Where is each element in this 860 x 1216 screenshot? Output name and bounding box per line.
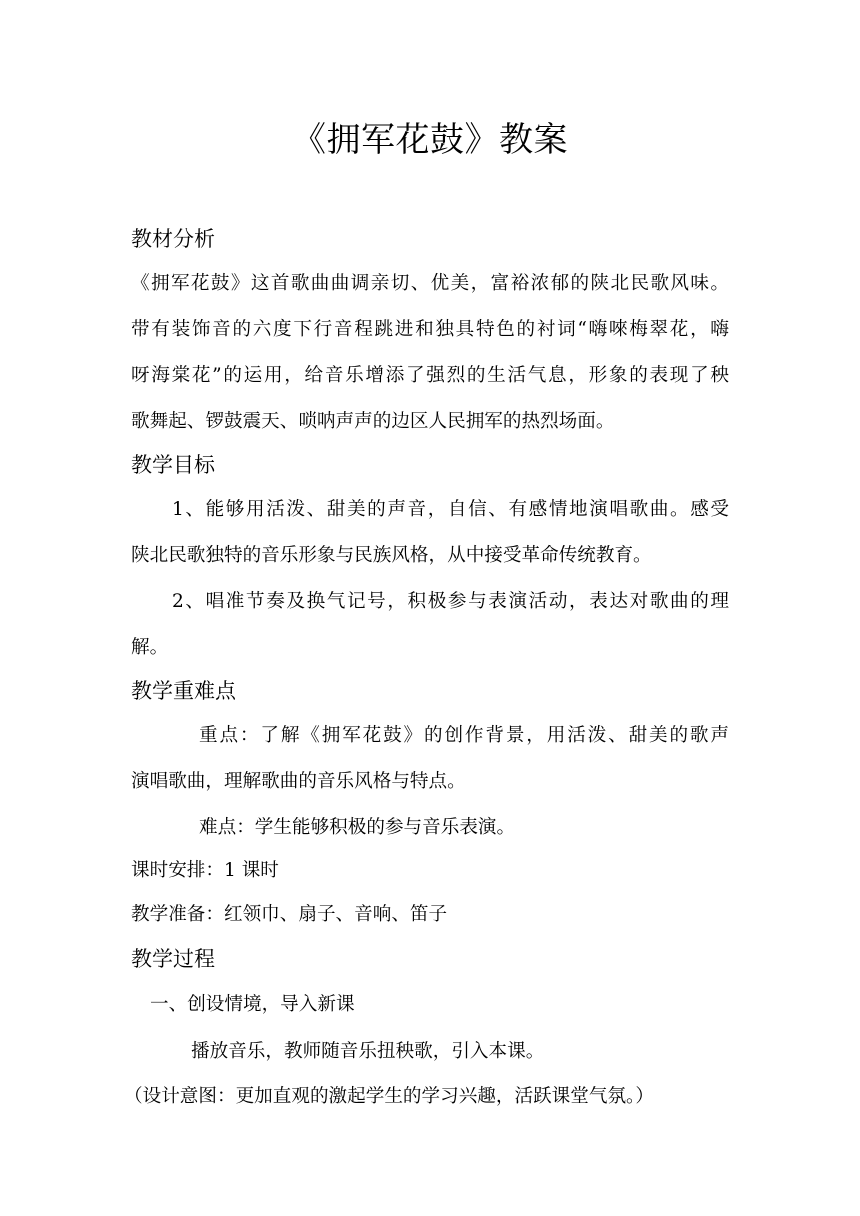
analysis-line-2: 带有装饰音的六度下行音程跳进和独具特色的衬词“嗨唻梅翠花，嗨 bbox=[131, 319, 729, 340]
preparation-line: 教学准备：红领巾、扇子、音响、笛子 bbox=[131, 904, 448, 925]
key-point-line-1: 重点：了解《拥军花鼓》的创作背景，用活泼、甜美的歌声 bbox=[199, 725, 729, 746]
goal-line-4: 解。 bbox=[131, 637, 169, 658]
goal-line-3: 2、唱准节奏及换气记号，积极参与表演活动，表达对歌曲的理 bbox=[172, 591, 729, 612]
heading-material-analysis: 教材分析 bbox=[131, 227, 215, 251]
key-point-line-2: 演唱歌曲，理解歌曲的音乐风格与特点。 bbox=[131, 771, 466, 792]
process-step1-title: 一、创设情境，导入新课 bbox=[150, 994, 355, 1015]
document-title: 《拥军花鼓》教案 bbox=[292, 120, 568, 160]
goal-line-1: 1、能够用活泼、甜美的声音，自信、有感情地演唱歌曲。感受 bbox=[172, 499, 729, 520]
analysis-line-3: 呀海棠花”的运用，给音乐增添了强烈的生活气息，形象的表现了秧 bbox=[131, 365, 729, 386]
analysis-line-1: 《拥军花鼓》这首歌曲曲调亲切、优美，富裕浓郁的陕北民歌风味。 bbox=[131, 273, 729, 294]
heading-teaching-goals: 教学目标 bbox=[131, 453, 215, 477]
goal-line-2: 陕北民歌独特的音乐形象与民族风格，从中接受革命传统教育。 bbox=[131, 545, 652, 566]
schedule-line: 课时安排：1 课时 bbox=[131, 860, 279, 881]
heading-key-points: 教学重难点 bbox=[131, 679, 236, 703]
process-step1-note: （设计意图：更加直观的激起学生的学习兴趣，活跃课堂气氛。） bbox=[124, 1086, 654, 1107]
heading-teaching-process: 教学过程 bbox=[131, 947, 215, 971]
process-step1-text: 播放音乐，教师随音乐扭秧歌，引入本课。 bbox=[191, 1041, 545, 1062]
analysis-line-4: 歌舞起、锣鼓震天、唢呐声声的边区人民拥军的热烈场面。 bbox=[131, 411, 615, 432]
difficulty-line: 难点：学生能够积极的参与音乐表演。 bbox=[199, 817, 516, 838]
